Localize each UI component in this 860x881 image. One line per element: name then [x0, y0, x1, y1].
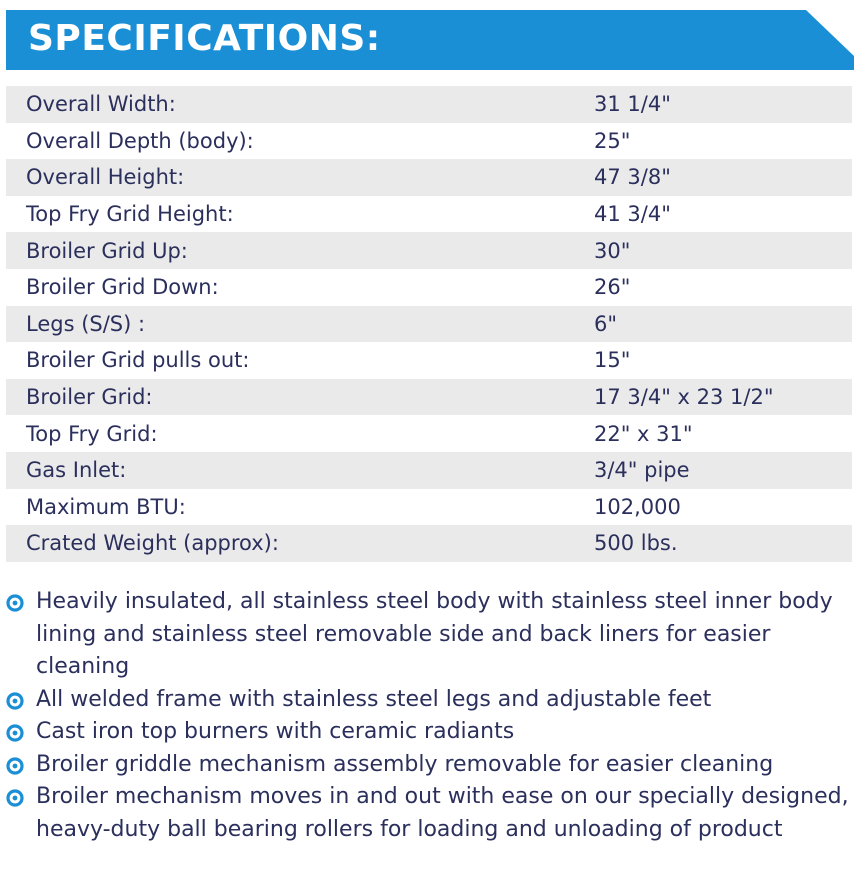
- spec-row: [6, 86, 852, 123]
- spec-row: [6, 159, 852, 196]
- spec-row: [6, 489, 852, 526]
- spec-value: 41 3/4": [594, 202, 671, 227]
- feature-text: Broiler griddle mechanism assembly removable for easier cleaning: [36, 751, 774, 777]
- circle-ring-icon: [6, 757, 24, 775]
- spec-value: 500 lbs.: [594, 531, 678, 556]
- spec-value: 26": [594, 275, 631, 300]
- spec-value: 30": [594, 238, 631, 263]
- feature-item: [6, 749, 856, 782]
- feature-list: [6, 586, 856, 846]
- spec-label: Broiler Grid pulls out:: [26, 348, 250, 373]
- spec-label: Crated Weight (approx):: [26, 531, 279, 556]
- spec-value: 6": [594, 311, 618, 336]
- page-title: SPECIFICATIONS:: [28, 18, 381, 59]
- spec-label: Broiler Grid Up:: [26, 238, 188, 263]
- spec-value: 22" x 31": [594, 421, 693, 446]
- spec-value: 31 1/4": [594, 92, 671, 117]
- circle-ring-icon: [6, 724, 24, 742]
- spec-label: Top Fry Grid Height:: [26, 202, 234, 227]
- spec-label: Overall Height:: [26, 165, 185, 190]
- spec-value: 3/4" pipe: [594, 458, 690, 483]
- spec-label: Broiler Grid Down:: [26, 275, 219, 300]
- specifications-banner: [6, 10, 854, 70]
- spec-label: Overall Depth (body):: [26, 128, 254, 153]
- specifications-table: [6, 86, 852, 562]
- spec-value: 47 3/8": [594, 165, 671, 190]
- circle-ring-icon: [6, 594, 24, 612]
- spec-label: Legs (S/S) :: [26, 311, 146, 336]
- spec-row: [6, 232, 852, 269]
- spec-value: 102,000: [594, 494, 681, 519]
- spec-label: Maximum BTU:: [26, 494, 186, 519]
- spec-row: [6, 452, 852, 489]
- circle-ring-icon: [6, 789, 24, 807]
- feature-text: Broiler mechanism moves in and out with ease on our specially designed, heavy-duty ball bearing rollers for loading and unloading of product: [36, 784, 849, 842]
- spec-label: Gas Inlet:: [26, 458, 127, 483]
- spec-row: [6, 379, 852, 416]
- spec-row: [6, 525, 852, 562]
- circle-ring-icon: [6, 692, 24, 710]
- spec-row: [6, 196, 852, 233]
- spec-row: [6, 123, 852, 160]
- feature-item: [6, 684, 856, 717]
- spec-row: [6, 342, 852, 379]
- spec-label: Broiler Grid:: [26, 385, 153, 410]
- spec-label: Top Fry Grid:: [26, 421, 158, 446]
- spec-value: 25": [594, 128, 631, 153]
- spec-value: 17 3/4" x 23 1/2": [594, 385, 774, 410]
- spec-row: [6, 306, 852, 343]
- feature-text: All welded frame with stainless steel legs and adjustable feet: [36, 686, 712, 712]
- feature-text: Cast iron top burners with ceramic radiants: [36, 719, 515, 744]
- spec-value: 15": [594, 348, 631, 373]
- feature-item: [6, 586, 856, 684]
- feature-item: [6, 781, 856, 846]
- feature-item: [6, 716, 856, 749]
- feature-text: Heavily insulated, all stainless steel body with stainless steel inner body lining and stainless steel removable side and back liners for easier cleaning: [36, 589, 833, 679]
- spec-row: [6, 415, 852, 452]
- spec-label: Overall Width:: [26, 92, 176, 117]
- spec-row: [6, 269, 852, 306]
